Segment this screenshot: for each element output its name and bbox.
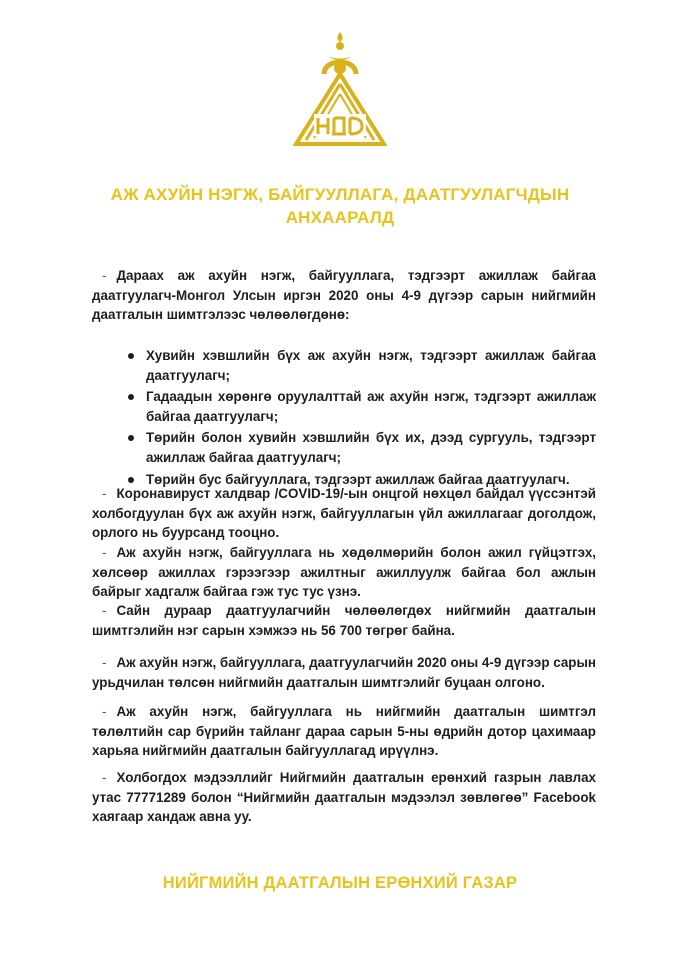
ndeg-emblem-icon [288, 30, 392, 148]
page-title [40, 183, 640, 229]
bullet-dot-icon [128, 394, 134, 400]
paragraph-contact: - Холбогдох мэдээллийг Нийгмийн даатгалын ерөнхий газрын лавлах утас 77771289 болон “Нийгмийн даатгалын мэдээлэл зөвлөгөө” Facebook хаягаар хандаж авна уу. [92, 770, 596, 825]
list-item: Гадаадын хөрөнгө оруулалттай аж ахуйн нэгж, тэдгээрт ажиллаж байгаа даатгуулагч; [128, 387, 596, 426]
dash-marker: - [102, 770, 107, 785]
title-line-2: АНХААРАЛД [285, 208, 395, 227]
dash-marker: - [102, 545, 107, 560]
organization-footer: НИЙГМИЙН ДААТГАЛЫН ЕРӨНХИЙ ГАЗАР [162, 874, 518, 892]
bullet-dot-icon [128, 477, 134, 483]
paragraph-covid: - Коронавируст халдвар /COVID-19/-ын онцгой нөхцөл байдал үүссэнтэй холбогдуулан бүх аж ахуйн нэгж, байгууллагын үйл ажиллагааг доголдож, орлого нь буурсанд тооцно. [92, 486, 596, 541]
list-item: Төрийн бус байгууллага, тэдгээрт ажиллаж байгаа даатгуулагч. [128, 470, 596, 490]
intro-text: Дараах аж ахуйн нэгж, байгууллага, тэдгээрт ажиллаж байгаа даатгуулагч-Монгол Улсын иргэн 2020 оны 4-9 дүгээр сарын нийгмийн даатгалын шимтгэлээс чөлөөлөгдөнө: [92, 268, 596, 323]
intro-paragraph [92, 266, 596, 325]
dash-marker: - [102, 704, 107, 719]
paragraph-report: - Аж ахуйн нэгж, байгууллага нь нийгмийн даатгалын шимтгэл төлөлтийн сар бүрийн тайланг дараа сарын 5-ны өдрийн дотор цахимаар харьяа нийгмийн даатгалын байгууллагад ирүүлнэ. [92, 704, 596, 759]
dash-marker: - [102, 268, 107, 283]
bullet-list [128, 346, 596, 491]
dash-marker: - [102, 486, 107, 501]
title-line-1: АЖ АХУЙН НЭГЖ, БАЙГУУЛЛАГА, ДААТГУУЛАГЧДЫН [110, 185, 570, 204]
bullet-dot-icon [128, 435, 134, 441]
paragraph-refund: - Аж ахуйн нэгж, байгууллага, даатгуулагчийн 2020 оны 4-9 дүгээр сарын урьдчилан төлсөн нийгмийн даатгалын шимтгэлийг буцаан олгоно. [92, 655, 596, 690]
dash-marker: - [102, 603, 107, 618]
list-item: Төрийн болон хувийн хэвшлийн бүх их, дээд сургууль, тэдгээрт ажиллаж байгаа даатгуулагч; [128, 428, 596, 467]
dash-marker: - [102, 655, 107, 670]
list-item: Хувийн хэвшлийн бүх аж ахуйн нэгж, тэдгээрт ажиллаж байгаа даатгуулагч; [128, 346, 596, 385]
paragraph-workplace: - Аж ахуйн нэгж, байгууллага нь хөдөлмөрийн болон ажил гүйцэтгэх, хөлсөөр ажиллах гэрээгээр ажилтныг ажиллуулж байгаа бол ажлын байрыг хадгалж байгаа гэж тус тус үзнэ. [92, 545, 596, 600]
bullet-dot-icon [128, 353, 134, 359]
paragraph-voluntary: - Сайн дураар даатгуулагчийн чөлөөлөгдөх нийгмийн даатгалын шимтгэлийн нэг сарын хэмжээ нь 56 700 төгрөг байна. [92, 603, 596, 638]
